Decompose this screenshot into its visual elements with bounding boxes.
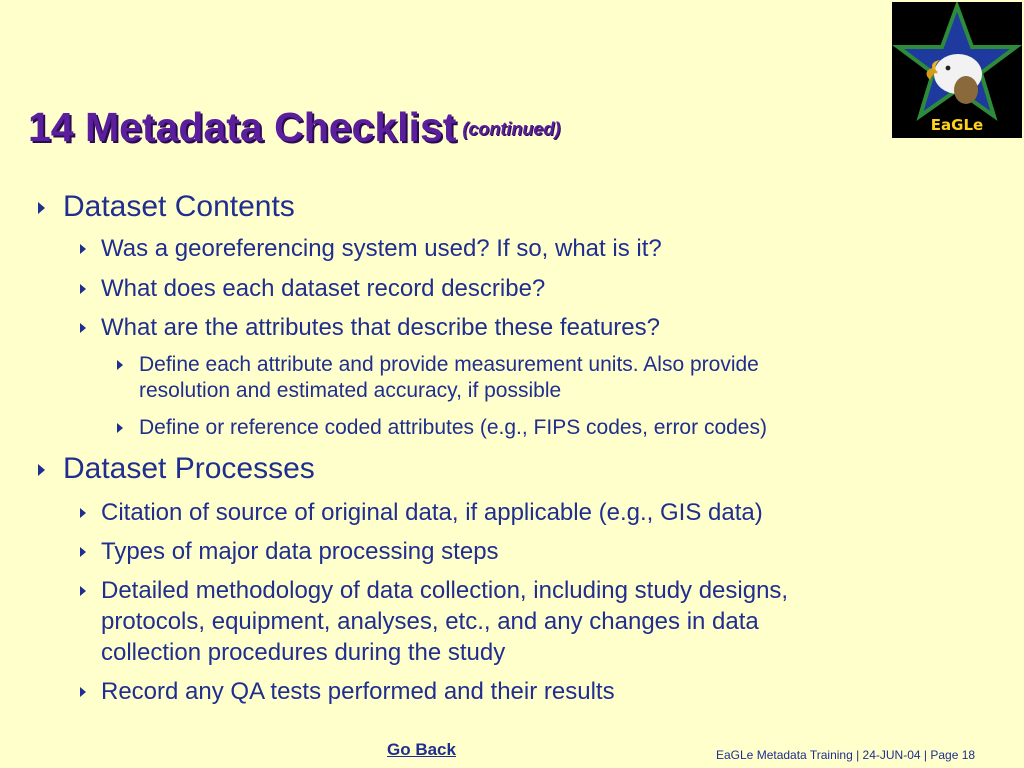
go-back-link[interactable]: Go Back: [387, 740, 456, 759]
bullet-arrow-icon: [38, 202, 45, 214]
bullet-arrow-icon: [117, 360, 123, 370]
eagle-logo: [892, 2, 1022, 138]
slide-title-suffix: (continued): [462, 119, 561, 139]
sub-list-item-continued: resolution and estimated accuracy, if possible: [139, 379, 562, 402]
list-item: What does each dataset record describe?: [101, 275, 546, 302]
section-heading: Dataset Processes: [63, 452, 315, 485]
bullet-arrow-icon: [80, 586, 86, 596]
bullet-arrow-icon: [80, 547, 86, 557]
bullet-arrow-icon: [80, 323, 86, 333]
list-item-continued: protocols, equipment, analyses, etc., and any changes in data: [101, 608, 759, 635]
section-heading: Dataset Contents: [63, 190, 295, 223]
list-item: Citation of source of original data, if applicable (e.g., GIS data): [101, 499, 763, 526]
list-item-continued: collection procedures during the study: [101, 639, 506, 666]
slide-footer: EaGLe Metadata Training | 24-JUN-04 | Page 18: [716, 748, 976, 762]
bullet-arrow-icon: [80, 284, 86, 294]
list-item: What are the attributes that describe these features?: [101, 314, 660, 341]
bullet-arrow-icon: [80, 508, 86, 518]
bullet-arrow-icon: [38, 464, 45, 476]
list-item: Record any QA tests performed and their results: [101, 678, 615, 705]
sub-list-item: Define each attribute and provide measurement units. Also provide: [139, 353, 759, 376]
sub-list-item: Define or reference coded attributes (e.g., FIPS codes, error codes): [139, 416, 767, 439]
logo-label: EaGLe: [930, 116, 984, 134]
slide-title: [28, 104, 560, 151]
list-item: Types of major data processing steps: [101, 538, 499, 565]
list-item: Detailed methodology of data collection, including study designs,: [101, 577, 789, 604]
list-item: Was a georeferencing system used? If so, what is it?: [101, 235, 662, 262]
bullet-arrow-icon: [80, 687, 86, 697]
bullet-arrow-icon: [80, 244, 86, 254]
bullet-arrow-icon: [117, 423, 123, 433]
slide-title-text: 14 Metadata Checklist: [28, 104, 457, 150]
